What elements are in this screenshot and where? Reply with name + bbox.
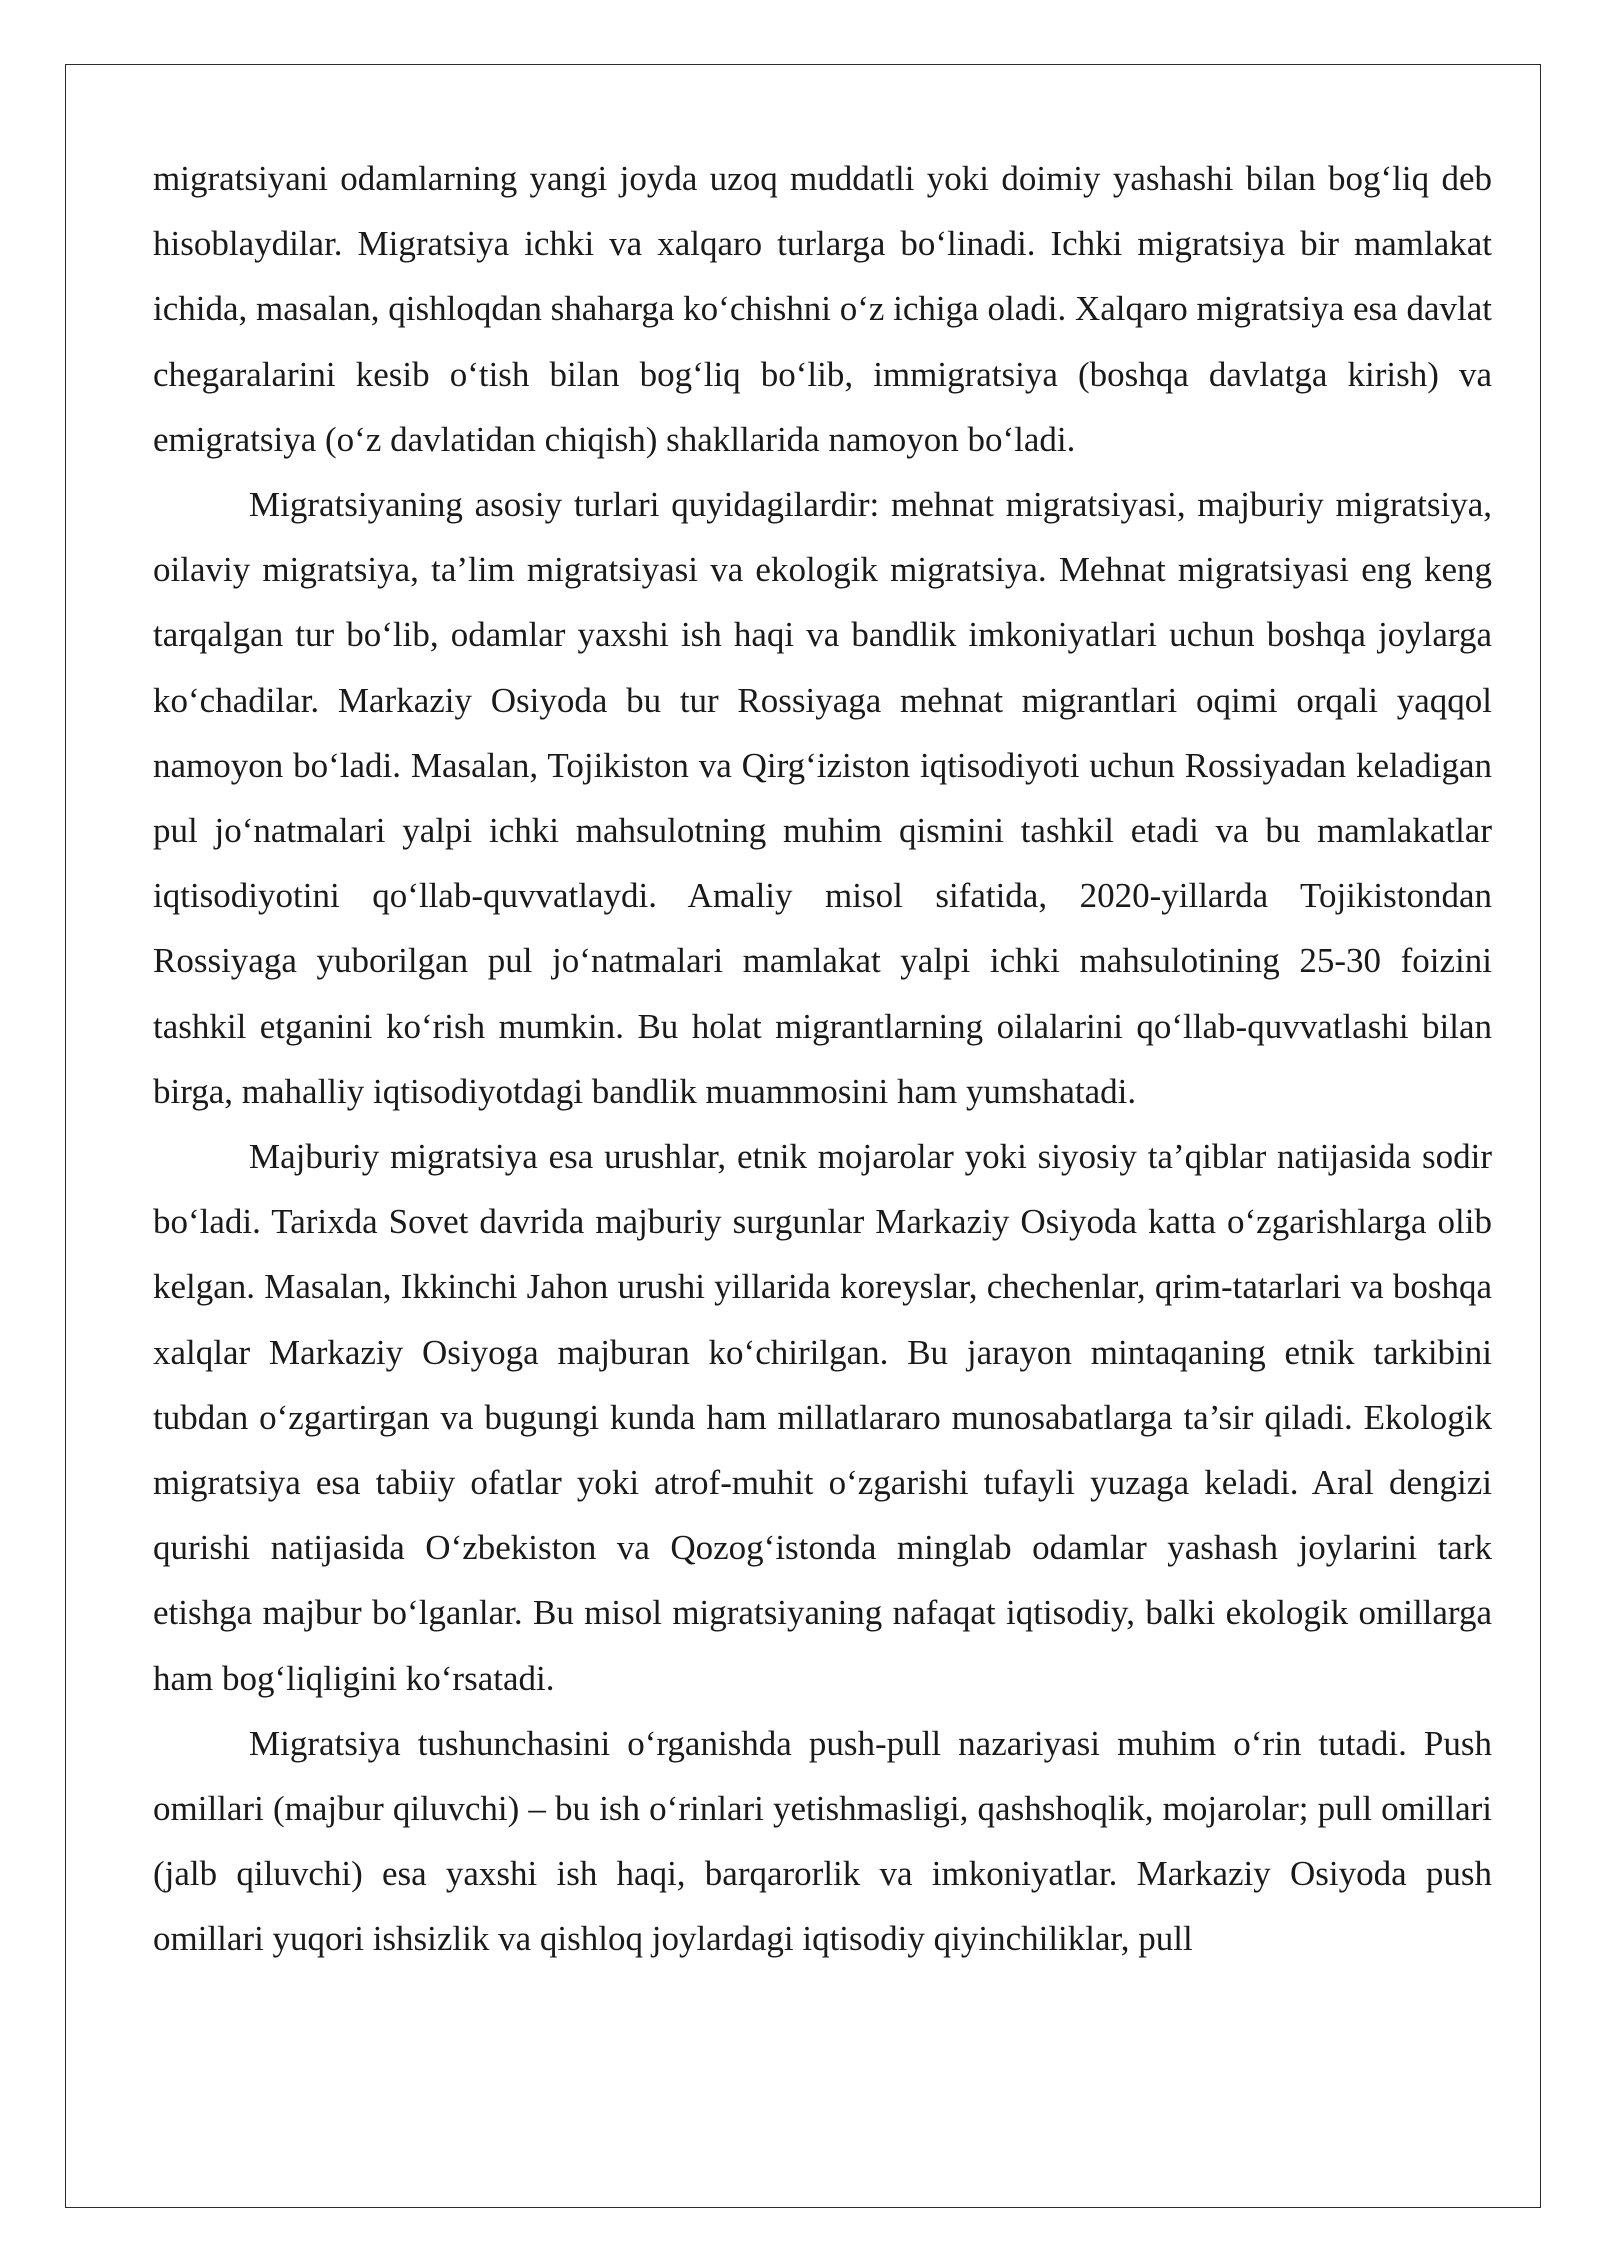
paragraph-1: migratsiyani odamlarning yangi joyda uzoq muddatli yoki doimiy yashashi bilan bog‘liq deb hisoblaydilar. Migratsiya ichki va xalqaro turlarga bo‘linadi. Ichki migratsiya bir mamlakat ichida, masalan, qishloqdan shaharga ko‘chishni o‘z ichiga oladi. Xalqaro migratsiya esa davlat chegaralarini kesib o‘tish bilan bog‘liq bo‘lib, immigratsiya (boshqa davlatga kirish) va emigratsiya (o‘z davlatidan chiqish) shakllarida namoyon bo‘ladi. <box>153 159 1492 459</box>
paragraph-2: Migratsiyaning asosiy turlari quyidagilardir: mehnat migratsiyasi, majburiy migratsiya, oilaviy migratsiya, ta’lim migratsiyasi va ekologik migratsiya. Mehnat migratsiyasi eng keng tarqalgan tur bo‘lib, odamlar yaxshi ish haqi va bandlik imkoniyatlari uchun boshqa joylarga ko‘chadilar. Markaziy Osiyoda bu tur Rossiyaga mehnat migrantlari oqimi orqali yaqqol namoyon bo‘ladi. Masalan, Tojikiston va Qirg‘iziston iqtisodiyoti uchun Rossiyadan keladigan pul jo‘natmalari yalpi ichki mahsulotning muhim qismini tashkil etadi va bu mamlakatlar iqtisodiyotini qo‘llab-quvvatlaydi. Amaliy misol sifatida, 2020-yillarda Tojikistondan Rossiyaga yuborilgan pul jo‘natmalari mamlakat yalpi ichki mahsulotining 25-30 foizini tashkil etganini ko‘rish mumkin. Bu holat migrantlarning oilalarini qo‘llab-quvvatlashi bilan birga, mahalliy iqtisodiyotdagi bandlik muammosini ham yumshatadi. <box>153 485 1492 1111</box>
paragraph-4: Migratsiya tushunchasini o‘rganishda push-pull nazariyasi muhim o‘rin tutadi. Push omillari (majbur qiluvchi) – bu ish o‘rinlari yetishmasligi, qashshoqlik, mojarolar; pull omillari (jalb qiluvchi) esa yaxshi ish haqi, barqarorlik va imkoniyatlar. Markaziy Osiyoda push omillari yuqori ishsizlik va qishloq joylardagi iqtisodiy qiyinchiliklar, pull <box>153 1723 1492 1959</box>
document-body <box>153 146 1492 1972</box>
paragraph-3: Majburiy migratsiya esa urushlar, etnik mojarolar yoki siyosiy ta’qiblar natijasida sodir bo‘ladi. Tarixda Sovet davrida majburiy surgunlar Markaziy Osiyoda katta o‘zgarishlarga olib kelgan. Masalan, Ikkinchi Jahon urushi yillarida koreyslar, chechenlar, qrim-tatarlari va boshqa xalqlar Markaziy Osiyoga majburan ko‘chirilgan. Bu jarayon mintaqaning etnik tarkibini tubdan o‘zgartirgan va bugungi kunda ham millatlararo munosabatlarga ta’sir qiladi. Ekologik migratsiya esa tabiiy ofatlar yoki atrof-muhit o‘zgarishi tufayli yuzaga keladi. Aral dengizi qurishi natijasida O‘zbekiston va Qozog‘istonda minglab odamlar yashash joylarini tark etishga majbur bo‘lganlar. Bu misol migratsiyaning nafaqat iqtisodiy, balki ekologik omillarga ham bog‘liqligini ko‘rsatadi. <box>153 1137 1492 1698</box>
